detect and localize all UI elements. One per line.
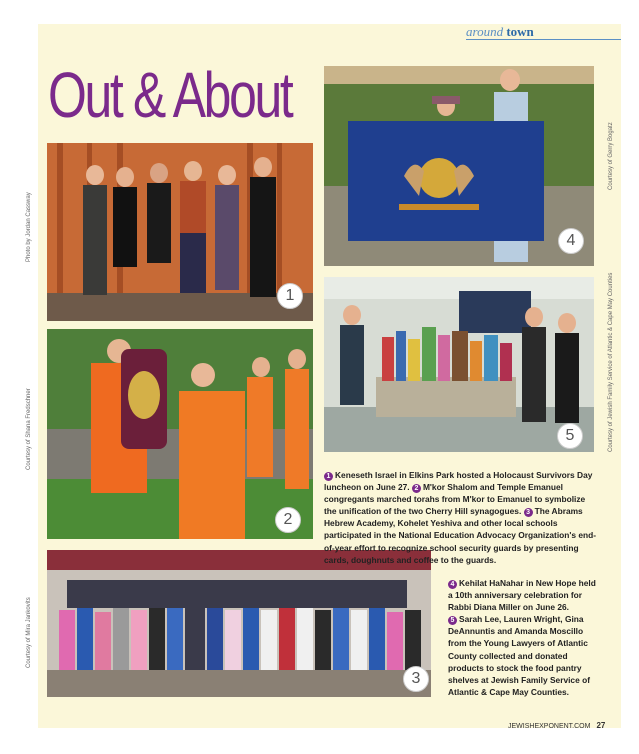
photo-5-number: 5: [557, 423, 583, 449]
photo-1-number: 1: [277, 283, 303, 309]
photo-5: [324, 277, 594, 452]
caption-marker-3: 3: [524, 508, 533, 517]
caption-marker-2: 2: [412, 484, 421, 493]
footer-site: JEWISHEXPONENT.COM: [508, 723, 591, 730]
photo-3-number: 3: [403, 666, 429, 692]
photo-4: [324, 66, 594, 266]
page-title: Out & About: [48, 59, 292, 131]
caption-5: Sarah Lee, Lauren Wright, Gina DeAnnuntis and Amanda Moscillo from the Young Lawyers of Atlantic County collected and donated products to stock the food pantry shelves at Jewish Family Service of Atlantic & Cape May Counties.: [448, 614, 590, 697]
page-number: 27: [596, 721, 606, 730]
photo-1: [47, 143, 313, 321]
photo-3-image: [47, 550, 431, 697]
photo-1-image: [47, 143, 313, 321]
caption-1: Keneseth Israel in Elkins Park hosted a Holocaust Survivors Day luncheon on June 27.: [324, 470, 593, 493]
caption-marker-1: 1: [324, 472, 333, 481]
photo-5-credit: Courtesy of Jewish Family Service of Atlantic & Cape May Counties: [608, 272, 614, 452]
page-footer: [508, 721, 605, 730]
photo-2-image: [47, 329, 313, 539]
photo-4-number: 4: [558, 228, 584, 254]
caption-block-top: [324, 469, 600, 566]
caption-block-bottom: [448, 577, 600, 698]
photo-5-image: [324, 277, 594, 452]
photo-2-number: 2: [275, 507, 301, 533]
photo-3: [47, 550, 431, 697]
section-tag-town: town: [506, 24, 534, 39]
caption-2: M'kor Shalom and Temple Emanuel congregants marched torahs from M'kor to Emanuel to symbolize the unification of the two Cherry Hill synagogues.: [324, 482, 586, 517]
photo-2-credit: Courtesy of Shana Fredschner: [26, 388, 32, 470]
section-tag-around: around: [466, 24, 504, 39]
caption-marker-4: 4: [448, 580, 457, 589]
photo-4-credit: Courtesy of Gerry Bogatz: [608, 122, 614, 190]
caption-marker-5: 5: [448, 616, 457, 625]
section-tag: [466, 24, 534, 46]
section-tag-rule: [466, 39, 621, 40]
caption-3: The Abrams Hebrew Academy, Kohelet Yeshiva and other local schools participated in the National Education Advocacy Organization's end-of-year effort to recognize school security guards by presenting cards, doughnuts and coffee to the guards.: [324, 506, 597, 565]
photo-1-credit: Photo by Jordan Cassway: [26, 192, 32, 262]
photo-4-image: [324, 66, 594, 266]
photo-3-credit: Courtesy of Mira Jankovits: [26, 597, 32, 668]
photo-2: [47, 329, 313, 539]
caption-4: Kehilat HaNahar in New Hope held a 10th anniversary celebration for Rabbi Diana Miller on June 26.: [448, 578, 596, 613]
